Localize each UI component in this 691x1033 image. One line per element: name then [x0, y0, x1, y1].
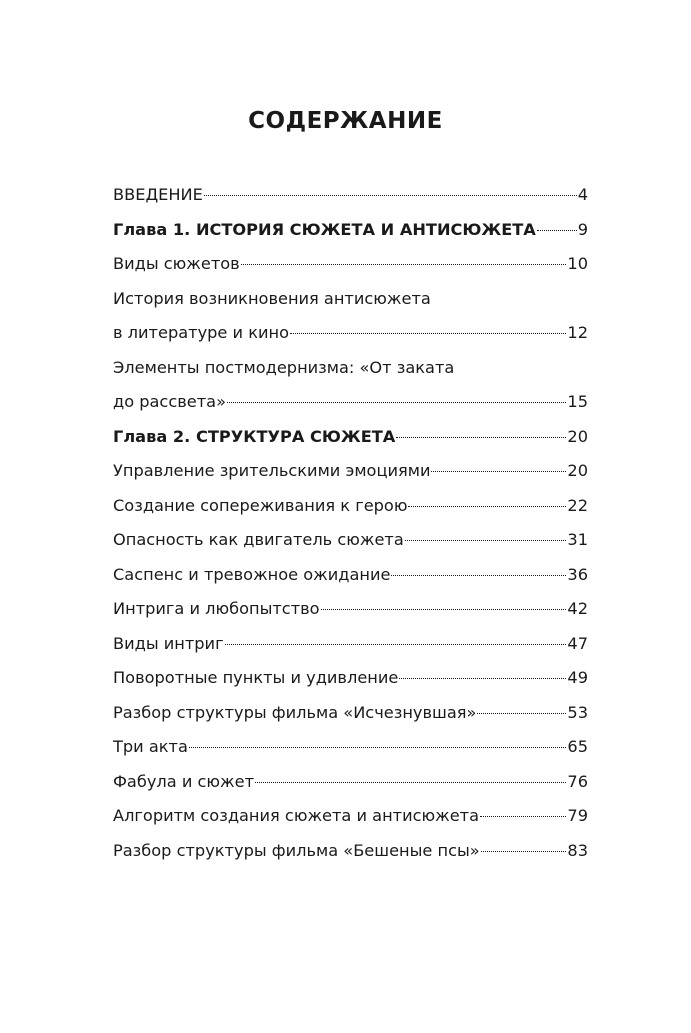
toc-entry[interactable]	[113, 627, 588, 662]
toc-page-number: 10	[567, 254, 588, 273]
toc-page-number: 49	[567, 668, 588, 687]
toc-entry-label: Интрига и любопытство	[113, 599, 320, 618]
toc-entry-label: Разбор структуры фильма «Бешеные псы»	[113, 840, 480, 860]
toc-page-number: 31	[567, 530, 588, 549]
toc-page-number: 42	[567, 599, 588, 618]
toc-entry-label: Глава 1. ИСТОРИЯ СЮЖЕТА И АНТИСЮЖЕТА	[113, 219, 536, 239]
toc-entry-label: Разбор структуры фильма «Исчезнувшая»	[113, 702, 477, 722]
toc-page-number: 53	[567, 702, 588, 722]
toc-entry-label: Виды сюжетов	[113, 254, 240, 273]
dot-leader	[537, 230, 577, 231]
toc-page-number: 9	[577, 219, 588, 239]
toc-entry-label: Фабула и сюжет	[113, 771, 254, 791]
dot-leader	[225, 644, 567, 645]
toc-entry[interactable]	[113, 489, 588, 524]
toc-entry[interactable]	[113, 385, 588, 420]
toc-entry-label: Алгоритм создания сюжета и антисюжета	[113, 806, 480, 825]
dot-leader	[481, 851, 567, 852]
toc-page-number: 36	[567, 564, 588, 584]
toc-entry[interactable]	[113, 765, 588, 800]
toc-entry[interactable]	[113, 523, 588, 558]
toc-entry[interactable]	[113, 696, 588, 731]
toc-entry-label: Управление зрительскими эмоциями	[113, 461, 431, 480]
toc-page-number: 12	[567, 323, 588, 342]
dot-leader	[290, 333, 566, 334]
dot-leader	[391, 575, 566, 576]
toc-entry-label: Виды интриг	[113, 633, 224, 653]
page-title: СОДЕРЖАНИЕ	[248, 108, 443, 134]
toc-entry-label: Создание сопереживания к герою	[113, 495, 408, 515]
dot-leader	[399, 678, 566, 679]
toc-entry[interactable]	[113, 247, 588, 282]
toc-page-number: 20	[567, 426, 588, 446]
dot-leader	[227, 402, 566, 403]
toc-entry[interactable]	[113, 316, 588, 351]
dot-leader	[405, 540, 567, 541]
toc-entry[interactable]	[113, 730, 588, 765]
dot-leader	[477, 713, 566, 714]
toc-page-number: 20	[567, 461, 588, 480]
toc-entry-first-line[interactable]: Элементы постмодернизма: «От заката	[113, 357, 455, 377]
toc-page-number: 15	[567, 392, 588, 411]
dot-leader	[321, 609, 567, 610]
toc-page-number: 65	[567, 737, 588, 756]
toc-entry[interactable]	[113, 799, 588, 834]
dot-leader	[255, 782, 566, 783]
toc-entry[interactable]	[113, 178, 588, 213]
toc-entry-label: ВВЕДЕНИЕ	[113, 185, 203, 204]
toc-page-number: 83	[567, 840, 588, 860]
toc-entry[interactable]	[113, 834, 588, 869]
toc-entry[interactable]	[113, 592, 588, 627]
toc-entry[interactable]	[113, 661, 588, 696]
toc-page-number: 22	[567, 495, 588, 515]
toc-page-number: 47	[567, 633, 588, 653]
toc-entry-label: до рассвета»	[113, 392, 226, 411]
toc-entry-first-line[interactable]: История возникновения антисюжета	[113, 288, 431, 308]
dot-leader	[431, 471, 566, 472]
toc-entry[interactable]	[113, 558, 588, 593]
dot-leader	[241, 264, 567, 265]
toc-entry-label: Поворотные пункты и удивление	[113, 668, 399, 687]
toc-entry-label: Саспенс и тревожное ожидание	[113, 564, 391, 584]
dot-leader	[189, 747, 567, 748]
toc-page-number: 76	[567, 771, 588, 791]
dot-leader	[408, 506, 566, 507]
dot-leader	[480, 816, 566, 817]
toc-entry[interactable]	[113, 454, 588, 489]
dot-leader	[396, 437, 566, 438]
toc-entry-label: в литературе и кино	[113, 323, 289, 342]
toc-entry-label: Опасность как двигатель сюжета	[113, 530, 404, 549]
toc-chapter-entry[interactable]	[113, 420, 588, 455]
toc-page-number: 79	[567, 806, 588, 825]
toc-page-number: 4	[577, 185, 588, 204]
toc-chapter-entry[interactable]	[113, 213, 588, 248]
table-of-contents	[113, 178, 588, 868]
toc-entry-label: Глава 2. СТРУКТУРА СЮЖЕТА	[113, 426, 396, 446]
toc-entry-label: Три акта	[113, 737, 188, 756]
dot-leader	[204, 195, 577, 196]
